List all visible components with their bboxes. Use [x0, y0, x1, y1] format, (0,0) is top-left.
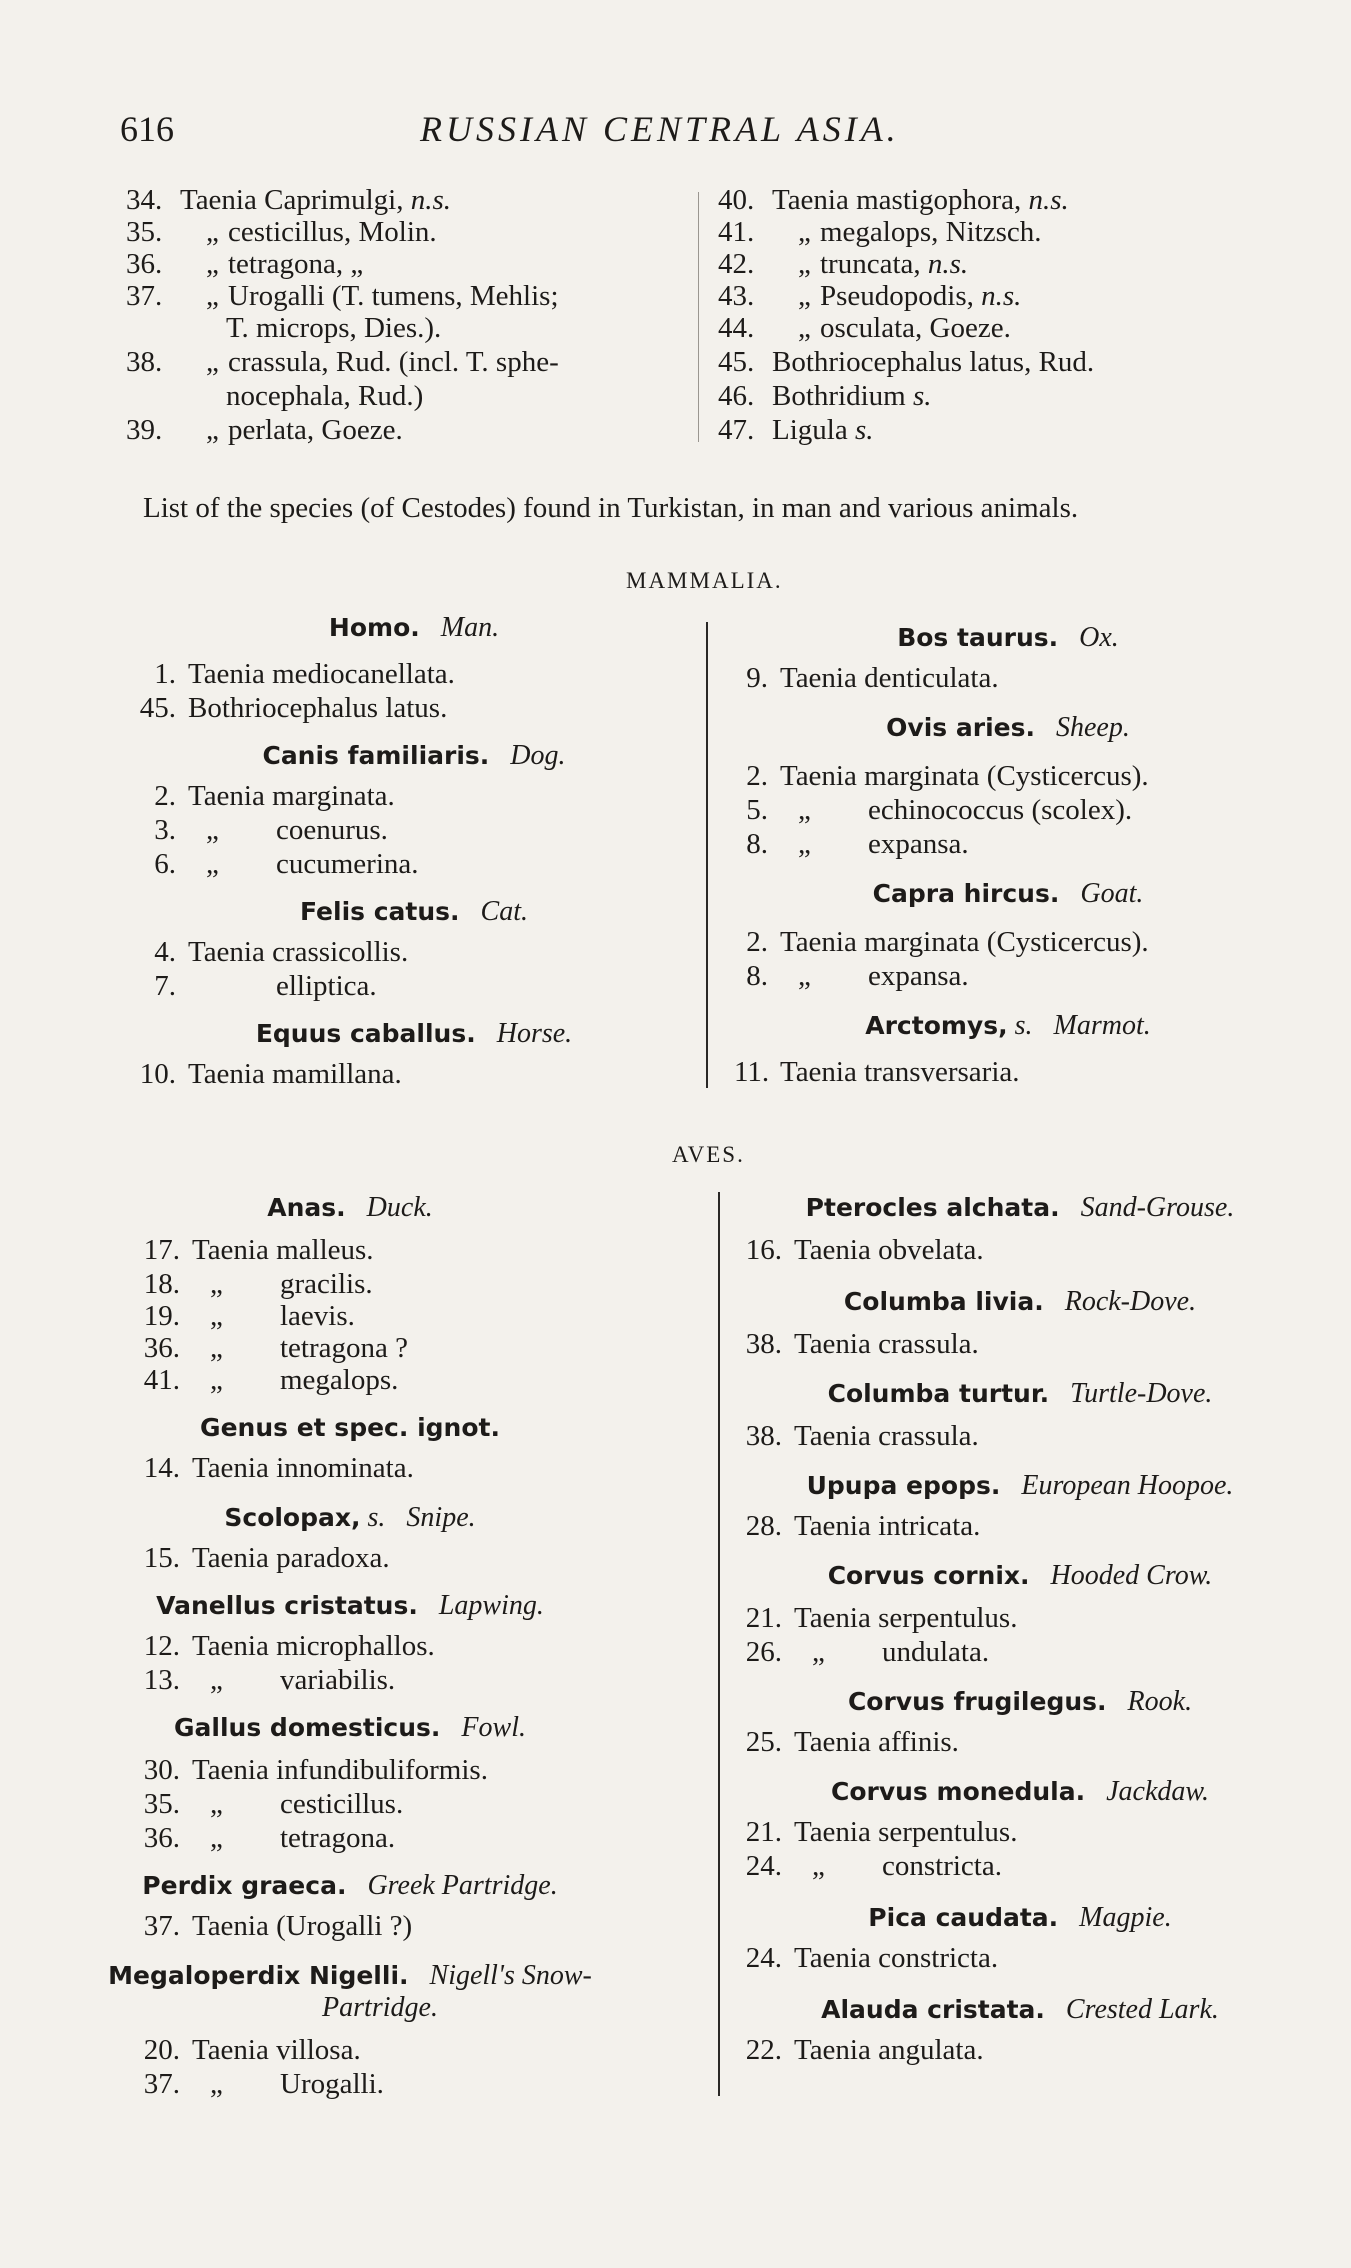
common-name: Dog.: [510, 740, 566, 771]
item-text-main: crassula, Rud. (incl. T. sphe-: [228, 346, 559, 378]
entry-text: Taenia mediocanellata.: [188, 658, 455, 690]
entry-text: megalops.: [280, 1364, 399, 1396]
common-name: Horse.: [496, 1018, 573, 1049]
item-text: [772, 380, 932, 413]
latin-name: Scolopax,: [224, 1503, 361, 1532]
item-number: 46.: [718, 380, 755, 412]
item-text-main: Bothriocephalus latus, Rud.: [772, 346, 1095, 378]
entry-number: 37.: [143, 2068, 180, 2100]
entry-number: 2.: [746, 760, 768, 792]
item-text-main: cesticillus, Molin.: [228, 216, 437, 248]
entry-text: expansa.: [868, 960, 969, 992]
entry-text: Taenia obvelata.: [794, 1234, 984, 1266]
species-heading: [886, 712, 1130, 744]
entry-text: Taenia marginata (Cysticercus).: [780, 760, 1149, 792]
common-name: Cat.: [480, 896, 529, 927]
entry-text: undulata.: [882, 1636, 990, 1668]
item-text: [772, 184, 1069, 217]
item-number: 43.: [718, 280, 755, 312]
common-name: Marmot.: [1053, 1010, 1151, 1041]
latin-name: Ovis aries.: [886, 713, 1035, 742]
entry-number: 45.: [139, 692, 176, 724]
entry-text: Taenia marginata (Cysticercus).: [780, 926, 1149, 958]
latin-name: Columba livia.: [843, 1287, 1044, 1316]
entry-number: 11.: [734, 1056, 770, 1088]
entry-text: Taenia crassula.: [794, 1328, 979, 1360]
entry-text: Taenia affinis.: [794, 1726, 959, 1758]
species-heading: [873, 878, 1144, 910]
common-name: Crested Lark.: [1065, 1994, 1219, 2025]
item-text: [228, 346, 559, 379]
entry-number: 14.: [143, 1452, 180, 1484]
common-name: Goat.: [1080, 878, 1144, 909]
entry-text: Taenia (Urogalli ?): [192, 1910, 413, 1942]
top-column-divider: [698, 192, 699, 442]
latin-name: Canis familiaris.: [262, 741, 490, 770]
item-text: [820, 216, 1041, 249]
entry-number: 35.: [143, 1788, 180, 1820]
ditto-mark: „: [812, 1636, 825, 1668]
item-number: 35.: [126, 216, 163, 248]
species-heading: [848, 1686, 1192, 1718]
item-text-main: Taenia mastigophora,: [772, 184, 1029, 216]
item-text: [228, 216, 437, 249]
item-text: [228, 280, 559, 313]
species-heading: [865, 1010, 1151, 1042]
top-list-right: [718, 184, 1278, 454]
entry-text: Taenia serpentulus.: [794, 1816, 1018, 1848]
common-name: Snipe.: [406, 1502, 476, 1533]
entry-number: 21.: [745, 1602, 782, 1634]
ditto-mark: „: [210, 1300, 223, 1332]
entry-text: tetragona.: [280, 1822, 396, 1854]
item-text-italic: s.: [912, 380, 932, 412]
item-text: [772, 346, 1094, 379]
item-text-italic: s.: [854, 414, 874, 446]
entry-number: 8.: [746, 960, 768, 992]
aves-column-divider: [718, 1192, 720, 2096]
common-name: Nigell's Snow-: [429, 1960, 592, 1991]
entry-number: 30.: [143, 1754, 180, 1786]
latin-name: Capra hircus.: [872, 879, 1060, 908]
entry-text: variabilis.: [280, 1664, 396, 1696]
entry-text: Taenia microphallos.: [192, 1630, 435, 1662]
latin-name: Corvus frugilegus.: [847, 1687, 1107, 1716]
item-text-main: tetragona, „: [228, 248, 364, 280]
latin-name: Vanellus cristatus.: [156, 1591, 418, 1620]
species-heading: [262, 740, 565, 772]
entry-number: 8.: [746, 828, 768, 860]
item-number: 39.: [126, 414, 163, 446]
item-number: 37.: [126, 280, 163, 312]
entry-number: 4.: [154, 936, 176, 968]
entry-text: Taenia paradoxa.: [192, 1542, 390, 1574]
entry-text: Urogalli.: [280, 2068, 384, 2100]
item-number: 42.: [718, 248, 755, 280]
latin-name: Corvus cornix.: [827, 1561, 1030, 1590]
entry-text: Taenia marginata.: [188, 780, 395, 812]
item-text-main: T. microps, Dies.).: [226, 312, 442, 344]
common-name: Duck.: [366, 1192, 433, 1223]
entry-number: 37.: [143, 1910, 180, 1942]
entry-text: cucumerina.: [276, 848, 419, 880]
entry-text: Taenia mamillana.: [188, 1058, 402, 1090]
latin-name: Alauda cristata.: [821, 1995, 1045, 2024]
species-heading: [821, 1994, 1219, 2026]
latin-name: Pica caudata.: [868, 1903, 1059, 1932]
item-text-main: megalops, Nitzsch.: [820, 216, 1042, 248]
entry-number: 24.: [745, 1942, 782, 1974]
species-heading: [224, 1502, 475, 1534]
entry-number: 12.: [143, 1630, 180, 1662]
item-text: [772, 414, 874, 447]
species-heading: [828, 1378, 1213, 1410]
item-text: [226, 380, 423, 413]
species-heading: [807, 1470, 1234, 1502]
item-text-italic: n.s.: [981, 280, 1022, 312]
entry-number: 38.: [745, 1328, 782, 1360]
item-text: [226, 312, 441, 345]
entry-number: 1.: [154, 658, 176, 690]
common-name: Rock-Dove.: [1064, 1286, 1197, 1317]
item-text-main: osculata, Goeze.: [820, 312, 1011, 344]
entry-number: 25.: [745, 1726, 782, 1758]
item-text-main: Pseudopodis,: [820, 280, 982, 312]
entry-number: 16.: [745, 1234, 782, 1266]
item-number: 47.: [718, 414, 755, 446]
common-name: Magpie.: [1079, 1902, 1172, 1933]
item-text: [228, 414, 403, 447]
entry-text: Bothriocephalus latus.: [188, 692, 448, 724]
entry-text: tetragona ?: [280, 1332, 409, 1364]
aves-heading: AVES.: [672, 1142, 745, 1167]
latin-name: Felis catus.: [299, 897, 460, 926]
ditto-mark: „: [210, 2068, 223, 2100]
mammalia-heading: MAMMALIA.: [626, 568, 783, 593]
ditto-mark: „: [210, 1268, 223, 1300]
entry-number: 13.: [143, 1664, 180, 1696]
item-number: 38.: [126, 346, 163, 378]
common-name: Fowl.: [461, 1712, 526, 1743]
entry-number: 41.: [143, 1364, 180, 1396]
ditto-mark: „: [798, 828, 811, 860]
common-name: Rook.: [1127, 1686, 1193, 1717]
ditto-mark: „: [798, 960, 811, 992]
entry-number: 26.: [745, 1636, 782, 1668]
species-heading: [108, 1960, 592, 1992]
mammalia-right-column: [734, 608, 1274, 1088]
latin-name: Homo.: [328, 613, 420, 642]
item-number: 41.: [718, 216, 755, 248]
entry-text: Taenia crassicollis.: [188, 936, 409, 968]
entry-number: 6.: [154, 848, 176, 880]
ditto-mark: „: [206, 216, 219, 248]
entry-text: Taenia transversaria.: [780, 1056, 1020, 1088]
page-number: 616: [120, 109, 174, 149]
latin-name: Megaloperdix Nigelli.: [108, 1961, 409, 1990]
common-name: Turtle-Dove.: [1070, 1378, 1213, 1409]
item-text-main: Bothridium: [772, 380, 913, 412]
item-text-italic: n.s.: [410, 184, 452, 216]
mammalia-left-column: [126, 608, 696, 1088]
ditto-mark: „: [206, 248, 219, 280]
entry-text: Taenia constricta.: [794, 1942, 999, 1974]
entry-text: elliptica.: [276, 970, 377, 1002]
item-number: 45.: [718, 346, 755, 378]
running-title: RUSSIAN CENTRAL ASIA.: [420, 109, 900, 149]
entry-text: coenurus.: [276, 814, 388, 846]
ditto-mark: „: [798, 794, 811, 826]
entry-text: cesticillus.: [280, 1788, 404, 1820]
entry-text: Taenia infundibuliformis.: [192, 1754, 488, 1786]
item-text-main: nocephala, Rud.): [226, 380, 424, 412]
entry-text: Taenia innominata.: [192, 1452, 414, 1484]
entry-text: echinococcus (scolex).: [868, 794, 1133, 826]
entry-number: 20.: [143, 2034, 180, 2066]
entry-number: 24.: [745, 1850, 782, 1882]
species-heading: [267, 1192, 432, 1224]
ditto-mark: „: [206, 414, 219, 446]
item-text: [180, 184, 451, 217]
entry-number: 15.: [143, 1542, 180, 1574]
entry-number: 3.: [154, 814, 176, 846]
item-number: 34.: [126, 184, 163, 216]
species-heading: [868, 1902, 1171, 1934]
ditto-mark: „: [210, 1822, 223, 1854]
item-text-main: perlata, Goeze.: [228, 414, 403, 446]
latin-name: Perdix graeca.: [142, 1871, 347, 1900]
item-number: 44.: [718, 312, 755, 344]
species-heading: [897, 622, 1119, 654]
common-name: Sheep.: [1055, 712, 1130, 743]
latin-name: Equus caballus.: [255, 1019, 476, 1048]
species-heading: [329, 612, 499, 644]
entry-text: laevis.: [280, 1300, 355, 1332]
list-title: List of the species (of Cestodes) found in Turkistan, in man and various animals.: [143, 492, 1079, 524]
common-name: Man.: [440, 612, 500, 643]
latin-name: Bos taurus.: [897, 623, 1059, 652]
ditto-mark: „: [210, 1788, 223, 1820]
entry-number: 19.: [143, 1300, 180, 1332]
entry-text: Taenia denticulata.: [780, 662, 999, 694]
latin-name: Pterocles alchata.: [805, 1193, 1060, 1222]
entry-text: Taenia malleus.: [192, 1234, 374, 1266]
item-number: 40.: [718, 184, 755, 216]
item-text-italic: n.s.: [927, 248, 969, 280]
species-heading: [844, 1286, 1196, 1318]
common-name: European Hoopoe.: [1021, 1470, 1234, 1501]
ditto-mark: „: [812, 1850, 825, 1882]
entry-number: 5.: [746, 794, 768, 826]
species-heading: [806, 1192, 1235, 1224]
entry-number: 36.: [143, 1332, 180, 1364]
species-abbrev: s.: [367, 1502, 386, 1533]
ditto-mark: „: [210, 1364, 223, 1396]
common-name: Lapwing.: [438, 1590, 544, 1621]
latin-name: Anas.: [267, 1193, 346, 1222]
species-heading: [828, 1560, 1213, 1592]
ditto-mark: „: [798, 216, 811, 248]
item-text-main: Urogalli (T. tumens, Mehlis;: [228, 280, 559, 312]
latin-name: Arctomys,: [865, 1011, 1008, 1040]
latin-name: Genus et spec. ignot.: [200, 1413, 500, 1442]
ditto-mark: „: [798, 280, 811, 312]
latin-name: Gallus domesticus.: [174, 1713, 441, 1742]
entry-text: Taenia intricata.: [794, 1510, 981, 1542]
entry-text: Taenia crassula.: [794, 1420, 979, 1452]
latin-name: Upupa epops.: [806, 1471, 1001, 1500]
aves-left-column: [108, 1180, 710, 2120]
entry-text: expansa.: [868, 828, 969, 860]
entry-text: Taenia villosa.: [192, 2034, 361, 2066]
species-abbrev: s.: [1014, 1010, 1033, 1041]
entry-text: Taenia angulata.: [794, 2034, 984, 2066]
item-number: 36.: [126, 248, 163, 280]
mammalia-column-divider: [706, 622, 708, 1088]
ditto-mark: „: [206, 280, 219, 312]
entry-number: 38.: [745, 1420, 782, 1452]
ditto-mark: „: [798, 248, 811, 280]
latin-name: Corvus monedula.: [830, 1777, 1086, 1806]
item-text-main: Ligula: [772, 414, 855, 446]
ditto-mark: „: [210, 1664, 223, 1696]
entry-number: 36.: [143, 1822, 180, 1854]
entry-number: 28.: [745, 1510, 782, 1542]
ditto-mark: „: [206, 814, 219, 846]
aves-right-column: [740, 1180, 1280, 2120]
common-name: Greek Partridge.: [367, 1870, 558, 1901]
latin-name: Columba turtur.: [827, 1379, 1050, 1408]
entry-number: 7.: [154, 970, 176, 1002]
entry-number: 22.: [745, 2034, 782, 2066]
species-heading: [142, 1870, 557, 1902]
species-heading-continued: [322, 1992, 438, 2024]
item-text: [820, 280, 1021, 313]
species-heading: [831, 1776, 1209, 1808]
entry-number: 17.: [143, 1234, 180, 1266]
item-text-main: Taenia Caprimulgi,: [180, 184, 411, 216]
item-text-italic: n.s.: [1028, 184, 1069, 216]
common-name: Sand-Grouse.: [1080, 1192, 1235, 1223]
species-heading: [174, 1712, 526, 1744]
ditto-mark: „: [206, 848, 219, 880]
common-name: Hooded Crow.: [1050, 1560, 1213, 1591]
entry-number: 2.: [154, 780, 176, 812]
ditto-mark: „: [798, 312, 811, 344]
common-name: Partridge.: [322, 1992, 438, 2023]
common-name: Ox.: [1079, 622, 1119, 653]
item-text-main: truncata,: [820, 248, 928, 280]
common-name: Jackdaw.: [1106, 1776, 1210, 1807]
entry-text: constricta.: [882, 1850, 1002, 1882]
species-heading: [300, 896, 528, 928]
species-heading: [256, 1018, 572, 1050]
item-text: [228, 248, 363, 281]
entry-number: 10.: [139, 1058, 176, 1090]
item-text: [820, 312, 1011, 345]
top-list-left: [126, 184, 686, 454]
entry-text: Taenia serpentulus.: [794, 1602, 1018, 1634]
species-heading: [156, 1590, 544, 1622]
entry-number: 2.: [746, 926, 768, 958]
entry-number: 21.: [745, 1816, 782, 1848]
ditto-mark: „: [206, 346, 219, 378]
item-text: [820, 248, 968, 281]
entry-text: gracilis.: [280, 1268, 373, 1300]
entry-number: 9.: [746, 662, 768, 694]
entry-number: 18.: [143, 1268, 180, 1300]
species-heading: [200, 1412, 500, 1444]
ditto-mark: „: [210, 1332, 223, 1364]
